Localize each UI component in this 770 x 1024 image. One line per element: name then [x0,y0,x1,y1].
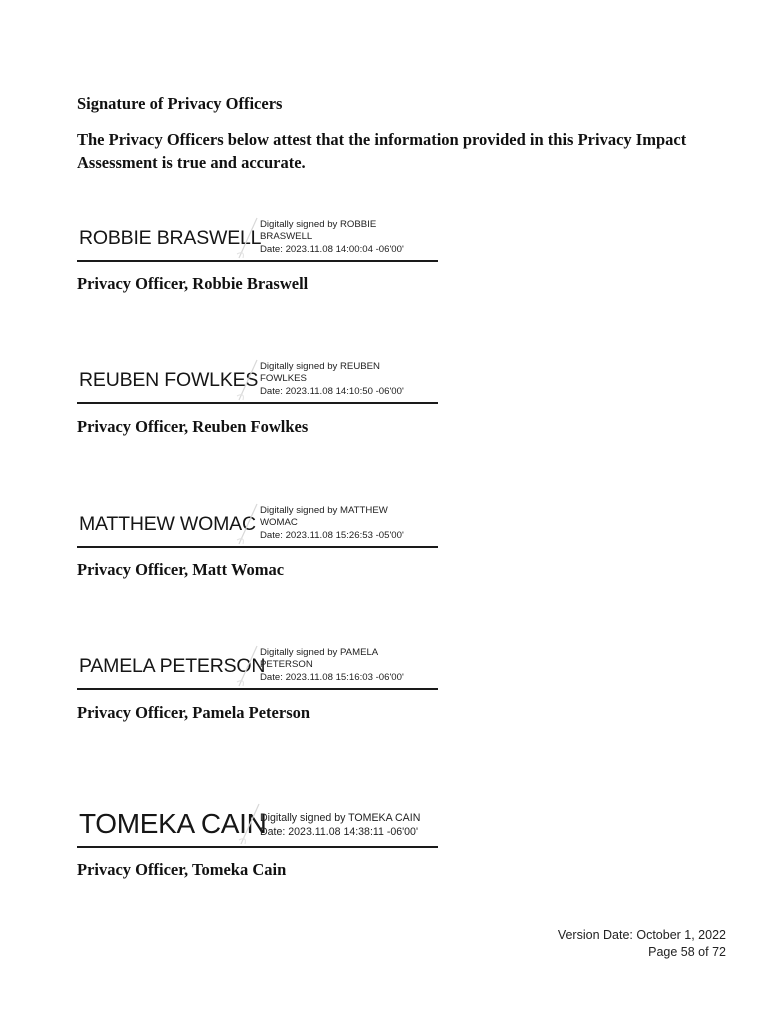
signed-by-line-cont: WOMAC [260,517,298,529]
signature-block-cain [77,786,438,848]
role-label-cain: Privacy Officer, Tomeka Cain [77,860,287,879]
signed-by-line-cont: FOWLKES [260,373,307,385]
signature-block-womac [77,486,438,548]
signed-by-line: Digitally signed by MATTHEW [260,505,388,517]
signer-name: MATTHEW WOMAC [79,513,256,535]
signer-name: ROBBIE BRASWELL [79,227,262,249]
digital-signature-details [260,361,404,398]
signed-date: Date: 2023.11.08 14:38:11 -06'00' [260,826,418,838]
signature-line [77,688,438,690]
signed-by-line: Digitally signed by ROBBIE [260,219,377,231]
signature-line [77,846,438,848]
page-number: Page 58 of 72 [648,945,726,959]
signed-by-line: Digitally signed by PAMELA [260,647,379,659]
digital-signature-details [260,219,404,256]
signature-mark-icon [235,356,261,402]
signature-mark-icon [235,214,261,260]
signed-date: Date: 2023.11.08 14:10:50 -06'00' [260,385,404,397]
signer-name: REUBEN FOWLKES [79,369,259,391]
signed-date: Date: 2023.11.08 14:00:04 -06'00' [260,243,404,255]
signature-block-peterson [77,628,438,690]
digital-signature-details [260,505,404,542]
signed-by-line-cont: PETERSON [260,659,313,671]
version-date: Version Date: October 1, 2022 [557,928,726,942]
digital-signature-details [260,647,404,684]
signature-block-fowlkes [77,342,438,404]
signature-block-braswell [77,200,438,262]
section-title: Signature of Privacy Officers [77,94,283,113]
signer-name: TOMEKA CAIN [79,808,267,839]
signed-date: Date: 2023.11.08 15:16:03 -06'00' [260,671,404,683]
signature-mark-icon [235,500,261,546]
page-footer [558,927,726,961]
digital-signature-details [260,811,420,839]
signature-line [77,402,438,404]
signed-by-line: Digitally signed by REUBEN [260,361,380,373]
signature-line [77,546,438,548]
signature-mark-icon [235,642,261,688]
signer-name: PAMELA PETERSON [79,655,266,677]
role-label-womac: Privacy Officer, Matt Womac [77,560,285,579]
attestation-text: The Privacy Officers below attest that the information provided in this Privacy Impact Assessment is true and accurate. [77,130,687,172]
role-label-peterson: Privacy Officer, Pamela Peterson [77,703,311,722]
signed-date: Date: 2023.11.08 15:26:53 -05'00' [260,529,404,541]
role-label-fowlkes: Privacy Officer, Reuben Fowlkes [77,417,309,436]
role-label-braswell: Privacy Officer, Robbie Braswell [77,274,309,293]
signed-by-line-cont: BRASWELL [260,231,313,243]
signed-by-line: Digitally signed by TOMEKA CAIN [260,812,421,824]
signature-line [77,260,438,262]
